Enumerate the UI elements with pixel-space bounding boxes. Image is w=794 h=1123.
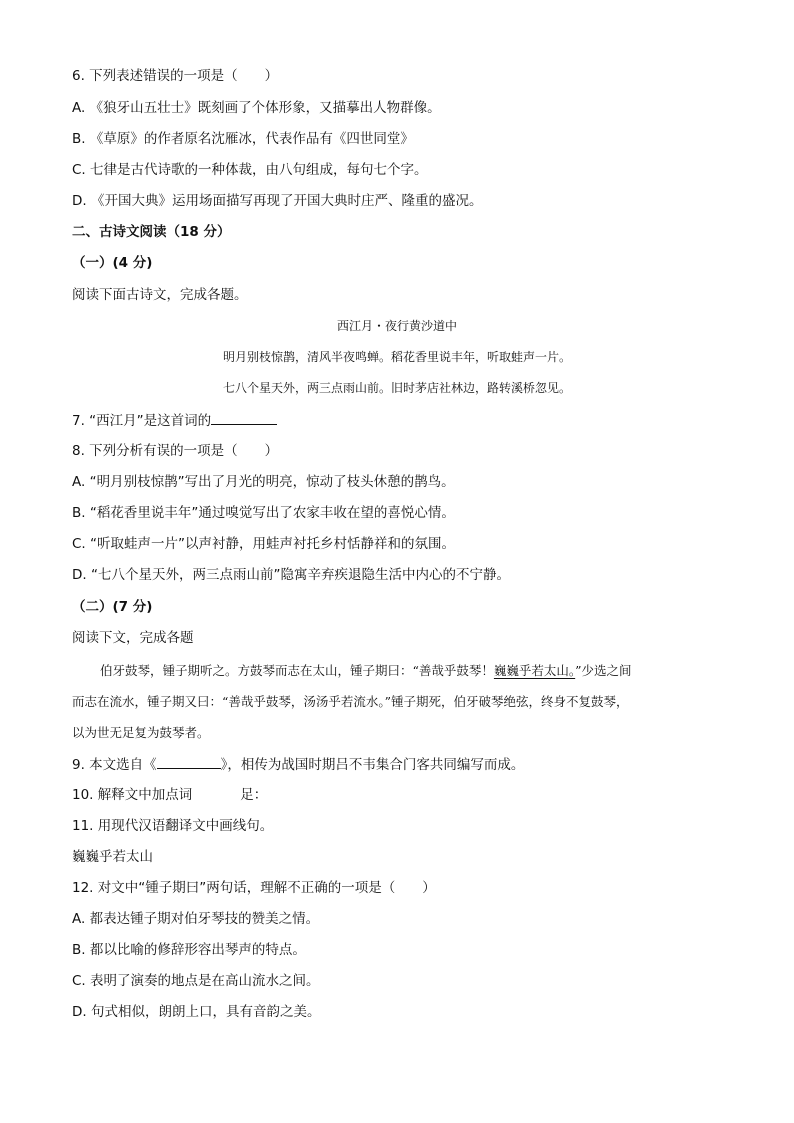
classical-passage <box>72 655 722 748</box>
q10-word: 足： <box>240 787 268 803</box>
part2-instruction: 阅读下文，完成各题 <box>72 630 194 646</box>
q12-option-d: D. 句式相似，朗朗上口，具有音韵之美。 <box>72 1004 321 1020</box>
part2-title: （二）(7 分) <box>72 599 153 615</box>
q6-option-a: A. 《狼牙山五壮士》既刻画了个体形象，又描摹出人物群像。 <box>72 100 441 116</box>
passage-line-2: 而志在流水，锺子期又曰：“善哉乎鼓琴，汤汤乎若流水。”锺子期死，伯牙破琴绝弦，终身不复鼓琴， <box>72 694 629 709</box>
q9-pre: 9. 本文选自《 <box>72 757 157 773</box>
part1-title: （一）(4 分) <box>72 255 153 271</box>
q10 <box>72 785 267 805</box>
q9 <box>72 754 524 775</box>
q7-text: 7. “西江月”是这首词的 <box>72 413 212 429</box>
q6-option-b: B. 《草原》的作者原名沈雁冰，代表作品有《四世同堂》 <box>72 131 414 147</box>
q6-option-d: D. 《开国大典》运用场面描写再现了开国大典时庄严、隆重的盛况。 <box>72 193 483 209</box>
poem-title: 西江月・夜行黄沙道中 <box>336 319 457 333</box>
q8-option-c: C. “听取蛙声一片”以声衬静，用蛙声衬托乡村恬静祥和的氛围。 <box>72 536 455 552</box>
section-title: 二、古诗文阅读（18 分） <box>72 224 231 240</box>
q12-option-a: A. 都表达锺子期对伯牙琴技的赞美之情。 <box>72 911 320 927</box>
q11-text: 11. 用现代汉语翻译文中画线句。 <box>72 818 274 834</box>
q9-post: 》，相传为战国时期吕不韦集合门客共同编写而成。 <box>220 757 525 773</box>
q12-option-b: B. 都以比喻的修辞形容出琴声的特点。 <box>72 942 306 958</box>
q6-stem: 6. 下列表述错误的一项是（ ） <box>72 68 279 84</box>
q7-answer-blank[interactable] <box>211 410 277 425</box>
part1-instruction: 阅读下面古诗文，完成各题。 <box>72 287 248 303</box>
passage-line-1a: 伯牙鼓琴，锺子期听之。方鼓琴而志在太山，锺子期曰：“善哉乎鼓琴！ <box>100 663 494 678</box>
q6-option-c: C. 七律是古代诗歌的一种体裁，由八句组成，每句七个字。 <box>72 162 428 178</box>
passage-underlined-sentence: 巍巍乎若太山。 <box>493 663 576 678</box>
poem-line-1: 明月别枝惊鹊，清风半夜鸣蝉。稻花香里说丰年，听取蛙声一片。 <box>222 350 571 364</box>
q10-text: 10. 解释文中加点词 <box>72 787 193 803</box>
passage-line-3: 以为世无足复为鼓琴者。 <box>72 725 210 740</box>
passage-line-1b: ”少选之间 <box>575 663 632 678</box>
q9-answer-blank[interactable] <box>157 754 221 769</box>
q7 <box>72 410 277 431</box>
q8-option-b: B. “稻花香里说丰年”通过嗅觉写出了农家丰收在望的喜悦心情。 <box>72 505 455 521</box>
q11-sentence: 巍巍乎若太山 <box>72 849 153 865</box>
poem-line-2: 七八个星天外，两三点雨山前。旧时茅店社林边，路转溪桥忽见。 <box>222 381 571 395</box>
q8-stem: 8. 下列分析有误的一项是（ ） <box>72 443 279 459</box>
q12-stem: 12. 对文中“锺子期曰”两句话，理解不正确的一项是（ ） <box>72 880 436 896</box>
q12-option-c: C. 表明了演奏的地点是在高山流水之间。 <box>72 973 320 989</box>
q8-option-d: D. “七八个星天外，两三点雨山前”隐寓辛弃疾退隐生活中内心的不宁静。 <box>72 567 510 583</box>
q8-option-a: A. “明月别枝惊鹊”写出了月光的明亮，惊动了枝头休憩的鹊鸟。 <box>72 474 455 490</box>
